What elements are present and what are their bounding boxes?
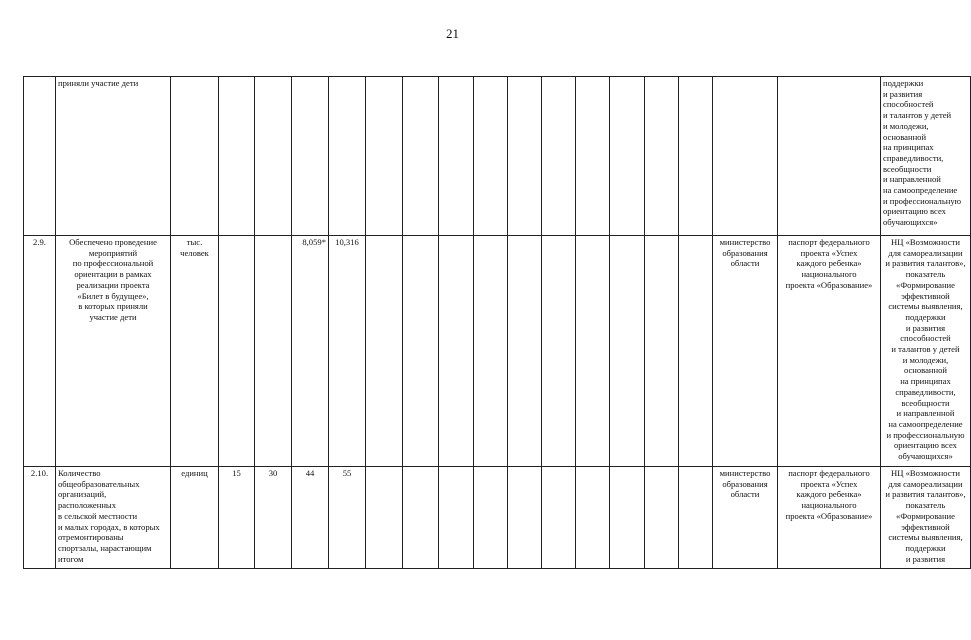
- source-cell: паспорт федерального проекта «Успех каждого ребенка» национального проекта «Образование»: [778, 236, 881, 467]
- indicator-name: Обеспечено проведение мероприятий по профессиональной ориентации в рамках реализации проекта «Билет в будущее», в которых приняли участие дети: [56, 236, 171, 467]
- empty-cell: [679, 77, 713, 236]
- value-cell: [219, 77, 255, 236]
- empty-cell: [645, 236, 679, 467]
- unit-cell: единиц: [171, 467, 219, 569]
- indicator-name: приняли участие дети: [56, 77, 171, 236]
- table-row: [24, 236, 971, 467]
- responsible-cell: [713, 77, 778, 236]
- empty-cell: [645, 467, 679, 569]
- empty-cell: [542, 236, 576, 467]
- unit-cell: тыс. человек: [171, 236, 219, 467]
- empty-cell: [610, 467, 645, 569]
- empty-cell: [439, 77, 474, 236]
- page-number: 21: [446, 26, 459, 41]
- link-cell: НЦ «Возможности для самореализации и развития талантов», показатель «Формирование эффективной системы выявления, поддержки и развития способностей и талантов у детей и молодежи, основанной на принципах справедливости, всеобщности и направленной на самоопределение и профессиональную ориентацию всех обучающихся»: [881, 236, 971, 467]
- link-cell: поддержки и развития способностей и талантов у детей и молодежи, основанной на принципах справедливости, всеобщности и направленной на самоопределение и профессиональную ориентацию всех обучающихся»: [881, 77, 971, 236]
- responsible-cell: министерство образования области: [713, 236, 778, 467]
- row-number: [24, 77, 56, 236]
- responsible-cell: министерство образования области: [713, 467, 778, 569]
- empty-cell: [576, 77, 610, 236]
- empty-cell: [508, 77, 542, 236]
- value-cell: 44: [292, 467, 329, 569]
- table-row: [24, 77, 971, 236]
- empty-cell: [645, 77, 679, 236]
- empty-cell: [403, 467, 439, 569]
- source-cell: [778, 77, 881, 236]
- empty-cell: [576, 467, 610, 569]
- empty-cell: [366, 236, 403, 467]
- value-cell: [255, 236, 292, 467]
- value-cell: 15: [219, 467, 255, 569]
- empty-cell: [679, 236, 713, 467]
- source-cell: паспорт федерального проекта «Успех каждого ребенка» национального проекта «Образование»: [778, 467, 881, 569]
- table-row: [24, 467, 971, 569]
- link-cell: НЦ «Возможности для самореализации и развития талантов», показатель «Формирование эффективной системы выявления, поддержки и развития: [881, 467, 971, 569]
- empty-cell: [542, 77, 576, 236]
- empty-cell: [439, 236, 474, 467]
- empty-cell: [610, 236, 645, 467]
- row-number: 2.9.: [24, 236, 56, 467]
- row-number: 2.10.: [24, 467, 56, 569]
- empty-cell: [508, 467, 542, 569]
- empty-cell: [474, 77, 508, 236]
- value-cell: [219, 236, 255, 467]
- empty-cell: [403, 77, 439, 236]
- value-cell: [255, 77, 292, 236]
- empty-cell: [439, 467, 474, 569]
- empty-cell: [610, 77, 645, 236]
- value-cell: 8,059*: [292, 236, 329, 467]
- indicator-name: Количество общеобразовательных организаций, расположенных в сельской местности и малых городах, в которых отремонтированы спортзалы, нарастающим итогом: [56, 467, 171, 569]
- unit-cell: [171, 77, 219, 236]
- empty-cell: [542, 467, 576, 569]
- empty-cell: [508, 236, 542, 467]
- value-cell: 30: [255, 467, 292, 569]
- empty-cell: [403, 236, 439, 467]
- empty-cell: [474, 236, 508, 467]
- empty-cell: [366, 77, 403, 236]
- value-cell: [329, 77, 366, 236]
- value-cell: [292, 77, 329, 236]
- empty-cell: [366, 467, 403, 569]
- value-cell: 55: [329, 467, 366, 569]
- value-cell: 10,316: [329, 236, 366, 467]
- empty-cell: [679, 467, 713, 569]
- indicators-table: [23, 76, 971, 569]
- empty-cell: [576, 236, 610, 467]
- empty-cell: [474, 467, 508, 569]
